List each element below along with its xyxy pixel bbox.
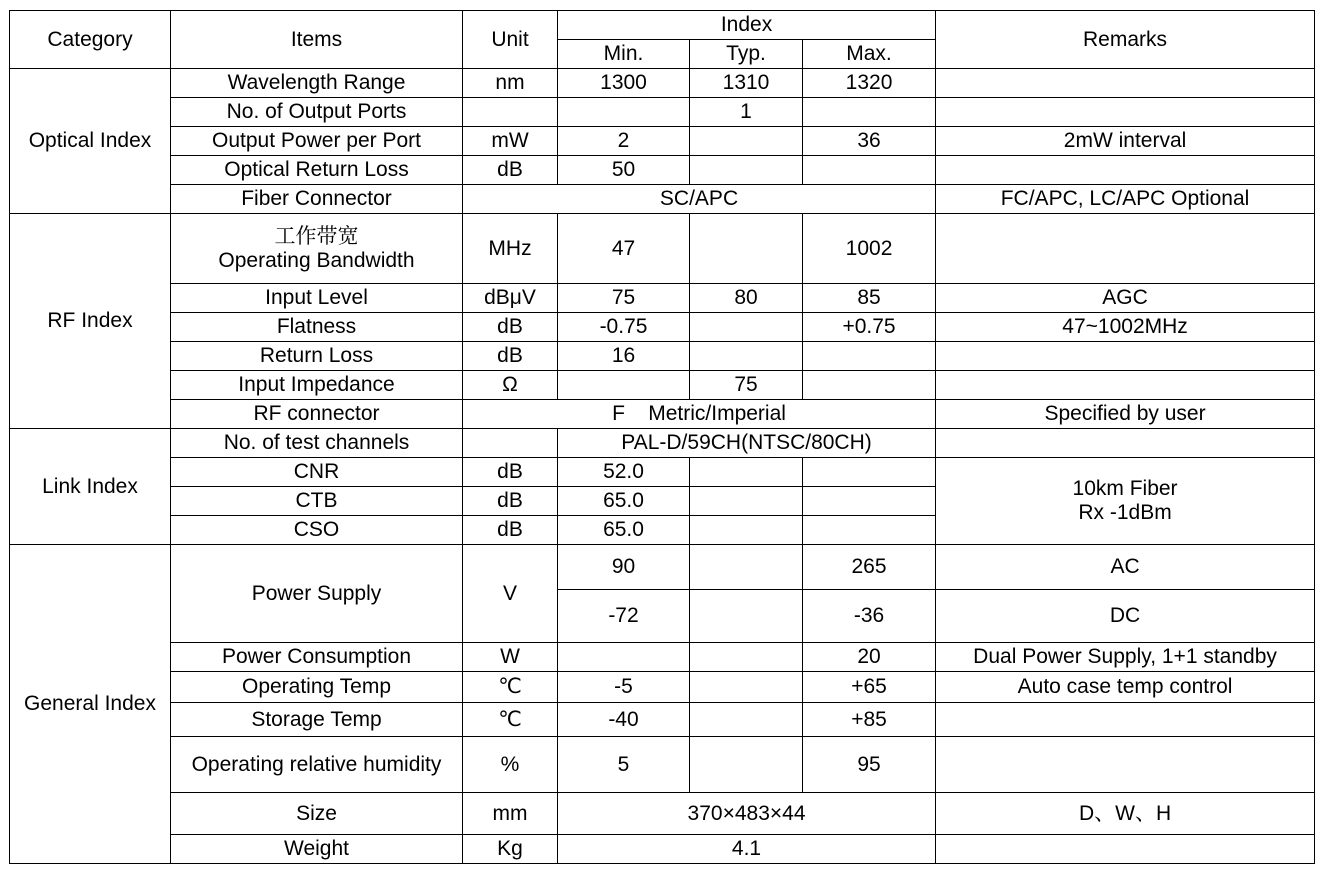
table-row-size <box>10 793 1315 835</box>
min-cell: -40 <box>558 703 690 737</box>
unit-cell: V <box>463 545 558 643</box>
unit-cell: mm <box>463 793 558 835</box>
min-cell: 52.0 <box>558 458 690 487</box>
unit-cell: Ω <box>463 371 558 400</box>
header-row-top <box>10 11 1315 40</box>
min-cell: 2 <box>558 127 690 156</box>
merged-value-cell: SC/APC <box>463 185 936 214</box>
unit-cell: % <box>463 737 558 793</box>
max-cell: -36 <box>803 590 936 643</box>
typ-cell <box>690 487 803 516</box>
item-cell: Wavelength Range <box>171 69 463 98</box>
remarks-cell: 2mW interval <box>936 127 1315 156</box>
table-row-bandwidth <box>10 214 1315 284</box>
remarks-line: Rx -1dBm <box>1078 501 1172 524</box>
table-row-humidity <box>10 737 1315 793</box>
remarks-cell: AGC <box>936 284 1315 313</box>
table-row-weight <box>10 835 1315 864</box>
max-cell: +0.75 <box>803 313 936 342</box>
unit-cell <box>463 98 558 127</box>
max-cell: 1320 <box>803 69 936 98</box>
item-cell <box>171 214 463 284</box>
table-row-test-channels <box>10 429 1315 458</box>
item-cell: CSO <box>171 516 463 545</box>
unit-cell: Kg <box>463 835 558 864</box>
remarks-cell: Specified by user <box>936 400 1315 429</box>
remarks-cell <box>936 69 1315 98</box>
unit-cell: ℃ <box>463 672 558 703</box>
item-cell: Operating Temp <box>171 672 463 703</box>
remarks-cell <box>936 342 1315 371</box>
max-cell: +85 <box>803 703 936 737</box>
typ-cell: 75 <box>690 371 803 400</box>
typ-cell <box>690 156 803 185</box>
max-cell <box>803 458 936 487</box>
max-cell: 95 <box>803 737 936 793</box>
category-link: Link Index <box>10 429 171 545</box>
typ-cell <box>690 313 803 342</box>
unit-cell: dB <box>463 487 558 516</box>
typ-cell <box>690 545 803 590</box>
merged-value-cell: 4.1 <box>558 835 936 864</box>
unit-cell: dB <box>463 458 558 487</box>
max-cell <box>803 156 936 185</box>
item-cn-label: 工作带宽 <box>274 224 359 248</box>
unit-cell <box>463 429 558 458</box>
header-unit: Unit <box>463 11 558 69</box>
typ-cell: 80 <box>690 284 803 313</box>
table-row-cnr <box>10 458 1315 487</box>
remarks-cell: DC <box>936 590 1315 643</box>
item-cell: Flatness <box>171 313 463 342</box>
typ-cell <box>690 737 803 793</box>
remarks-cell-link <box>936 458 1315 545</box>
header-typ: Typ. <box>690 40 803 69</box>
header-min: Min. <box>558 40 690 69</box>
unit-cell: dB <box>463 516 558 545</box>
category-optical: Optical Index <box>10 69 171 214</box>
item-cell: Power Supply <box>171 545 463 643</box>
remarks-cell: 47~1002MHz <box>936 313 1315 342</box>
item-cell: CNR <box>171 458 463 487</box>
table-row-flatness <box>10 313 1315 342</box>
typ-cell <box>690 458 803 487</box>
remarks-cell: FC/APC, LC/APC Optional <box>936 185 1315 214</box>
item-cell: Fiber Connector <box>171 185 463 214</box>
typ-cell <box>690 672 803 703</box>
header-index: Index <box>558 11 936 40</box>
max-cell <box>803 342 936 371</box>
remarks-cell <box>936 214 1315 284</box>
min-cell: 90 <box>558 545 690 590</box>
item-cell: No. of Output Ports <box>171 98 463 127</box>
unit-cell: MHz <box>463 214 558 284</box>
typ-cell <box>690 214 803 284</box>
unit-cell: mW <box>463 127 558 156</box>
remarks-line: 10km Fiber <box>1072 477 1178 500</box>
max-cell <box>803 516 936 545</box>
table-row-operating-temp <box>10 672 1315 703</box>
item-cell: Return Loss <box>171 342 463 371</box>
typ-cell: 1310 <box>690 69 803 98</box>
table-row-storage-temp <box>10 703 1315 737</box>
remarks-cell <box>936 429 1315 458</box>
unit-cell: dB <box>463 156 558 185</box>
min-cell <box>558 98 690 127</box>
remarks-cell <box>936 835 1315 864</box>
table-row-input-level <box>10 284 1315 313</box>
max-cell: 36 <box>803 127 936 156</box>
table-row-output-power <box>10 127 1315 156</box>
remarks-cell <box>936 156 1315 185</box>
max-cell: +65 <box>803 672 936 703</box>
table-row-rf-return-loss <box>10 342 1315 371</box>
header-items: Items <box>171 11 463 69</box>
category-rf: RF Index <box>10 214 171 429</box>
specification-table <box>9 10 1315 864</box>
min-cell: 16 <box>558 342 690 371</box>
typ-cell <box>690 590 803 643</box>
remarks-cell: AC <box>936 545 1315 590</box>
remarks-cell <box>936 703 1315 737</box>
remarks-cell <box>936 737 1315 793</box>
min-cell <box>558 643 690 672</box>
item-cell: Input Level <box>171 284 463 313</box>
min-cell: 1300 <box>558 69 690 98</box>
header-remarks: Remarks <box>936 11 1315 69</box>
min-cell: 65.0 <box>558 487 690 516</box>
typ-cell <box>690 703 803 737</box>
min-cell: 5 <box>558 737 690 793</box>
min-cell: 75 <box>558 284 690 313</box>
typ-cell <box>690 342 803 371</box>
merged-value-cell: 370×483×44 <box>558 793 936 835</box>
item-cell: Size <box>171 793 463 835</box>
unit-cell: nm <box>463 69 558 98</box>
table-row-power-consumption <box>10 643 1315 672</box>
item-cell: Input Impedance <box>171 371 463 400</box>
item-cell: Storage Temp <box>171 703 463 737</box>
item-cell: No. of test channels <box>171 429 463 458</box>
item-cell: Output Power per Port <box>171 127 463 156</box>
max-cell: 85 <box>803 284 936 313</box>
typ-cell <box>690 516 803 545</box>
item-cell: Power Consumption <box>171 643 463 672</box>
remarks-cell: Auto case temp control <box>936 672 1315 703</box>
typ-cell: 1 <box>690 98 803 127</box>
remarks-cell <box>936 371 1315 400</box>
item-cell: CTB <box>171 487 463 516</box>
remarks-cell: D、W、H <box>936 793 1315 835</box>
item-cell: RF connector <box>171 400 463 429</box>
min-cell: -72 <box>558 590 690 643</box>
min-cell: 47 <box>558 214 690 284</box>
unit-cell: ℃ <box>463 703 558 737</box>
unit-cell: dB <box>463 342 558 371</box>
item-cell: Operating relative humidity <box>171 737 463 793</box>
unit-cell: dB <box>463 313 558 342</box>
unit-cell: dBμV <box>463 284 558 313</box>
min-cell: 50 <box>558 156 690 185</box>
header-max: Max. <box>803 40 936 69</box>
merged-value-cell: PAL-D/59CH(NTSC/80CH) <box>558 429 936 458</box>
min-cell: -0.75 <box>558 313 690 342</box>
table-row-rf-connector <box>10 400 1315 429</box>
item-cell: Weight <box>171 835 463 864</box>
max-cell: 1002 <box>803 214 936 284</box>
max-cell: 20 <box>803 643 936 672</box>
max-cell: 265 <box>803 545 936 590</box>
table-row-power-supply-ac <box>10 545 1315 590</box>
max-cell <box>803 371 936 400</box>
category-general: General Index <box>10 545 171 864</box>
header-category: Category <box>10 11 171 69</box>
min-cell: 65.0 <box>558 516 690 545</box>
remarks-cell: Dual Power Supply, 1+1 standby <box>936 643 1315 672</box>
table-row-wavelength <box>10 69 1315 98</box>
merged-value-cell: F Metric/Imperial <box>463 400 936 429</box>
unit-cell: W <box>463 643 558 672</box>
table-row-output-ports <box>10 98 1315 127</box>
typ-cell <box>690 127 803 156</box>
item-cell: Optical Return Loss <box>171 156 463 185</box>
remarks-cell <box>936 98 1315 127</box>
max-cell <box>803 487 936 516</box>
table-row-optical-return-loss <box>10 156 1315 185</box>
table-row-fiber-connector <box>10 185 1315 214</box>
typ-cell <box>690 643 803 672</box>
item-en-label: Operating Bandwidth <box>218 248 415 272</box>
min-cell: -5 <box>558 672 690 703</box>
max-cell <box>803 98 936 127</box>
min-cell <box>558 371 690 400</box>
table-row-input-impedance <box>10 371 1315 400</box>
